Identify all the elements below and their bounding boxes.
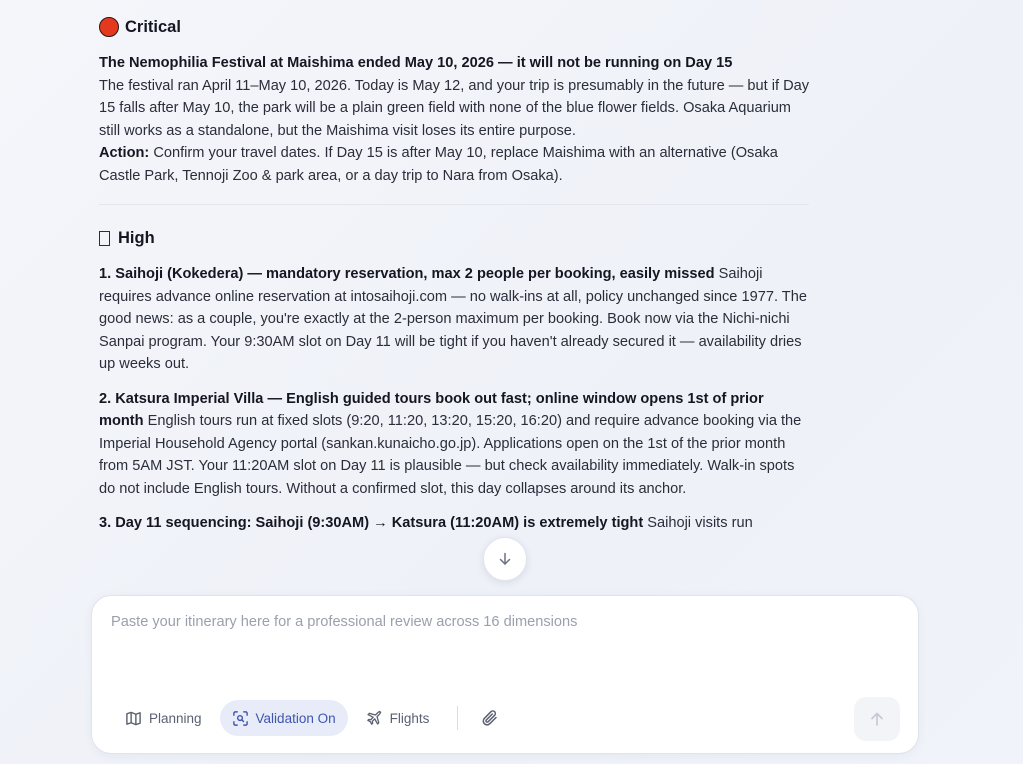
map-icon [125, 710, 142, 727]
arrow-down-icon [497, 551, 513, 567]
critical-paragraph [99, 52, 811, 187]
high-item-body: Saihoji visits run [643, 515, 753, 531]
missing-glyph-icon [99, 231, 110, 246]
high-item-1 [99, 263, 811, 376]
high-heading [99, 225, 811, 251]
high-item-title: 1. Saihoji (Kokedera) — mandatory reservation, max 2 people per booking, easily missed [99, 266, 715, 282]
itinerary-input[interactable] [111, 614, 891, 630]
planning-label: Planning [149, 710, 202, 726]
composer [91, 595, 919, 754]
high-item-title: 3. Day 11 sequencing: Saihoji (9:30AM) → Katsura (11:20AM) is extremely tight [99, 515, 644, 531]
high-item-2 [99, 388, 811, 501]
send-button[interactable] [854, 697, 900, 741]
planning-button[interactable] [113, 700, 214, 736]
high-item-title: 2. Katsura Imperial Villa — English guided tours book out fast; online window opens 1st of prior month [99, 390, 764, 429]
critical-heading-label: Critical [125, 17, 181, 36]
action-label: Action: [99, 145, 150, 161]
high-item-3 [99, 512, 811, 535]
scan-search-icon [232, 710, 249, 727]
paperclip-icon [481, 709, 499, 727]
high-heading-label: High [118, 228, 155, 247]
flights-button[interactable] [354, 700, 442, 736]
arrow-up-icon [869, 711, 885, 727]
action-text: Confirm your travel dates. If Day 15 is after May 10, replace Maishima with an alternative (Osaka Castle Park, Tennoji Zoo & park area, or a day trip to Nara from Osaka). [99, 145, 778, 184]
plane-icon [366, 710, 383, 727]
critical-title: The Nemophilia Festival at Maishima ended May 10, 2026 — it will not be running on Day 15 [99, 55, 733, 71]
validation-label: Validation On [255, 710, 336, 726]
validation-toggle[interactable] [220, 700, 348, 736]
composer-toolbar [113, 700, 506, 736]
critical-body: The festival ran April 11–May 10, 2026. Today is May 12, and your trip is presumably in the future — but if Day 15 falls after May 10, the park will be a plain green field with none of the blue flower fields. Osaka Aquarium still works as a standalone, but the Maishima visit loses its entire purpose. [99, 77, 810, 139]
critical-heading [99, 14, 811, 40]
attach-button[interactable] [474, 702, 506, 734]
red-circle-icon [99, 17, 119, 37]
response-content [99, 14, 811, 535]
scroll-to-bottom-button[interactable] [483, 537, 527, 581]
high-item-body: Saihoji requires advance online reservation at intosaihoji.com — no walk-ins at all, policy unchanged since 1977. The good news: as a couple, you're exactly at the 2-person maximum per booking. Book now via the Nichi-nichi Sanpai program. Your 9:30AM slot on Day 11 will be tight if you haven't already secured it — availability dries up weeks out. [99, 266, 807, 372]
flights-label: Flights [389, 710, 430, 726]
high-item-body: English tours run at fixed slots (9:20, 11:20, 13:20, 15:20, 16:20) and require advance booking via the Imperial Household Agency portal (sankan.kunaicho.go.jp). Applications open on the 1st of the prior month from 5AM JST. Your 11:20AM slot on Day 11 is plausible — but check availability immediately. Walk-in spots do not include English tours. Without a confirmed slot, this day collapses around its anchor. [99, 413, 802, 497]
toolbar-divider [457, 706, 458, 730]
section-divider [99, 204, 809, 205]
